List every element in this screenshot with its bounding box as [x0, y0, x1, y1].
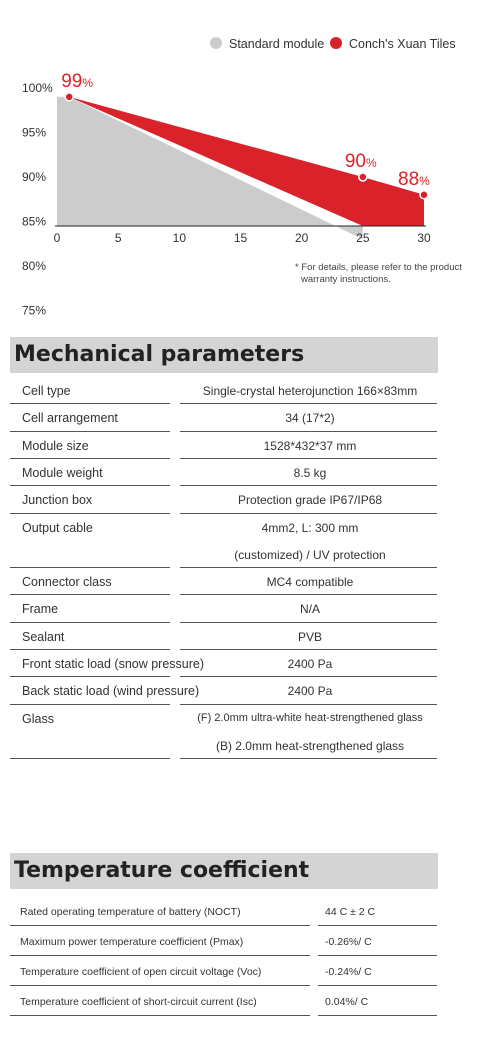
mech-row-value: (F) 2.0mm ultra-white heat-strengthened glass [197, 711, 423, 724]
data-point-marker [420, 191, 428, 199]
row-divider [180, 403, 437, 404]
row-divider [10, 955, 310, 956]
row-divider [10, 1015, 310, 1016]
x-tick-label: 15 [233, 231, 248, 245]
mech-row-value: Single-crystal heterojunction 166×83mm [202, 384, 418, 398]
x-tick-label: 5 [114, 231, 122, 245]
data-label: 99% [61, 70, 94, 92]
row-divider [180, 513, 437, 514]
legend-marker-standard-module [210, 37, 222, 49]
row-divider [10, 649, 170, 650]
mech-row-value: 2400 Pa [287, 684, 333, 699]
row-divider [10, 676, 170, 677]
note-line-1: * For details, please refer to the product [295, 262, 462, 273]
x-tick-label: 10 [172, 231, 187, 245]
mech-row-value: Protection grade IP67/IP68 [237, 493, 383, 508]
temperature-coefficient-title: Temperature coefficient [10, 853, 438, 889]
mech-row-value: 1528*432*37 mm [263, 438, 357, 453]
row-divider [180, 704, 437, 705]
mech-row-value: N/A [299, 602, 321, 617]
row-divider [180, 622, 437, 623]
temp-row-label: Maximum power temperature coefficient (Pmax) [20, 936, 244, 948]
row-divider [318, 925, 437, 926]
row-divider [180, 458, 437, 459]
mech-row-value: 8.5 kg [293, 465, 327, 480]
mech-row-value: 34 (17*2) [285, 411, 335, 426]
row-divider [10, 458, 170, 459]
row-divider [318, 955, 437, 956]
y-tick-label: 95% [22, 125, 47, 140]
row-divider [10, 758, 170, 759]
mech-row-value: 4mm2, L: 300 mm [261, 520, 359, 535]
row-divider [10, 485, 170, 486]
row-divider [180, 567, 437, 568]
mech-row-value: PVB [297, 629, 323, 644]
mech-row-value: MC4 compatible [266, 575, 354, 590]
row-divider [318, 985, 437, 986]
temp-row-value: -0.24%/ C [325, 966, 372, 978]
legend-label-standard-module: Standard module [229, 37, 325, 51]
mech-row-label: Output cable [22, 520, 93, 535]
temp-row-value: -0.26%/ C [325, 936, 372, 948]
data-point-marker [359, 173, 367, 181]
mech-row-label: Connector class [22, 575, 112, 590]
warranty-note [295, 262, 485, 286]
data-point-marker [65, 93, 73, 101]
row-divider [180, 758, 437, 759]
mech-row-value: (customized) / UV protection [234, 547, 386, 562]
mech-row-label: Glass [22, 711, 54, 726]
row-divider [180, 594, 437, 595]
mech-row-value: (B) 2.0mm heat-strengthened glass [215, 738, 405, 753]
mech-row-label: Junction box [22, 493, 93, 508]
y-tick-label: 100% [22, 81, 53, 95]
y-tick-label: 75% [22, 303, 47, 318]
row-divider [180, 485, 437, 486]
row-divider [318, 1015, 437, 1016]
mech-row-label: Module size [22, 438, 89, 453]
row-divider [10, 622, 170, 623]
legend-marker-conchs-xuan-tiles [330, 37, 342, 49]
y-tick-label: 80% [22, 259, 47, 273]
note-line-2: warranty instructions. [301, 274, 391, 285]
mech-row-label: Cell type [22, 384, 71, 398]
row-divider [10, 985, 310, 986]
temp-row-value: 0.04%/ C [325, 996, 369, 1008]
row-divider [180, 431, 437, 432]
temp-row-label: Rated operating temperature of battery (NOCT) [20, 906, 241, 918]
mech-row-label: Front static load (snow pressure) [22, 657, 205, 671]
mech-row-label: Frame [22, 602, 59, 617]
x-tick-label: 30 [417, 231, 431, 245]
mech-row-label: Sealant [22, 629, 65, 644]
row-divider [10, 594, 170, 595]
x-tick-label: 25 [356, 231, 370, 245]
temp-row-label: Temperature coefficient of open circuit voltage (Voc) [20, 966, 262, 978]
temp-row-label: Temperature coefficient of short-circuit current (Isc) [20, 996, 257, 1008]
mechanical-parameters-title: Mechanical parameters [10, 337, 438, 373]
mech-row-label: Module weight [22, 465, 103, 480]
row-divider [10, 925, 310, 926]
mech-row-label: Cell arrangement [22, 411, 118, 426]
x-tick-label: 0 [53, 231, 61, 245]
mech-row-value: 2400 Pa [287, 657, 333, 671]
row-divider [10, 403, 170, 404]
data-label: 88% [398, 168, 430, 190]
row-divider [10, 431, 170, 432]
row-divider [180, 649, 437, 650]
data-label: 90% [344, 151, 377, 172]
y-tick-label: 85% [22, 214, 47, 229]
y-tick-label: 90% [22, 170, 47, 184]
row-divider [180, 676, 437, 677]
temp-row-value: 44 C ± 2 C [325, 906, 376, 918]
row-divider [10, 704, 170, 705]
row-divider [10, 567, 170, 568]
row-divider [10, 513, 170, 514]
mech-row-label: Back static load (wind pressure) [22, 684, 200, 699]
legend-label-conchs-xuan-tiles: Conch's Xuan Tiles [349, 37, 456, 51]
x-tick-label: 20 [294, 231, 309, 245]
